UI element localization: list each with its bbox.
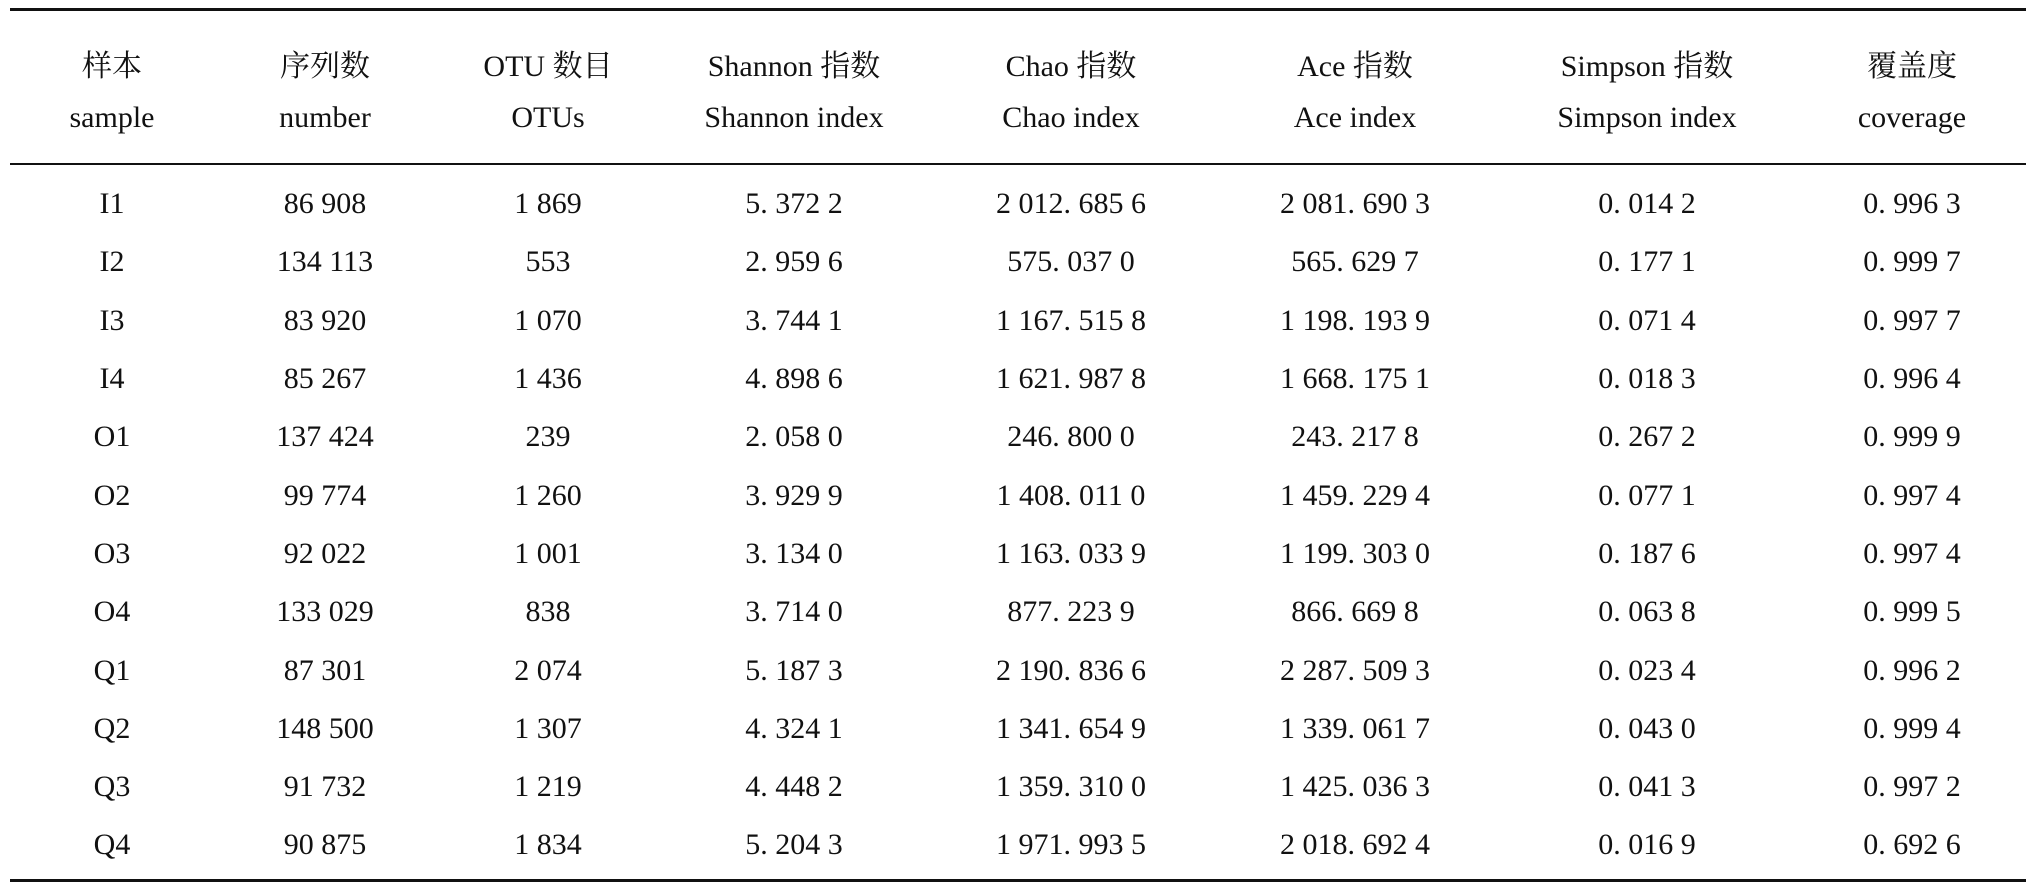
cell-number: 134 113 [276,245,374,279]
cell-number: 99 774 [283,478,367,512]
header-simpson-zh: Simpson 指数 [1496,10,1798,102]
table-row [10,583,2026,641]
cell-ace: 1 668. 175 1 [1280,362,1430,396]
cell-otus: 1 001 [514,536,582,570]
table-row [10,700,2026,758]
cell-chao: 1 408. 011 0 [996,478,1146,512]
cell-shannon: 3. 929 9 [745,478,843,512]
cell-ace: 1 425. 036 3 [1280,770,1430,804]
header-chao-zh: Chao 指数 [928,10,1214,102]
header-coverage-en: coverage [1798,101,2026,164]
cell-ace: 866. 669 8 [1291,595,1419,629]
table-row [10,525,2026,583]
cell-otus: 2 074 [514,653,582,687]
diversity-index-table [10,8,2026,882]
table-row [10,408,2026,466]
cell-simpson: 0. 041 3 [1598,770,1696,804]
cell-shannon: 2. 058 0 [745,420,843,454]
header-coverage-zh: 覆盖度 [1798,10,2026,102]
cell-sample: Q3 [93,770,131,804]
cell-number: 133 029 [276,595,374,629]
cell-coverage: 0. 997 4 [1863,478,1961,512]
cell-simpson: 0. 043 0 [1598,711,1696,745]
cell-otus: 1 307 [514,711,582,745]
cell-simpson: 0. 187 6 [1598,536,1696,570]
cell-coverage: 0. 997 2 [1863,770,1961,804]
cell-number: 92 022 [283,536,367,570]
cell-chao: 1 359. 310 0 [996,770,1146,804]
cell-chao: 2 190. 836 6 [996,653,1146,687]
cell-ace: 1 199. 303 0 [1280,536,1430,570]
table-row [10,164,2026,233]
cell-shannon: 3. 744 1 [745,303,843,337]
cell-shannon: 3. 134 0 [745,536,843,570]
cell-chao: 575. 037 0 [1007,245,1135,279]
data-table-container [10,8,2026,882]
cell-simpson: 0. 023 4 [1598,653,1696,687]
cell-sample: I1 [99,187,125,221]
cell-sample: I2 [99,245,125,279]
table-row [10,350,2026,408]
cell-number: 90 875 [214,816,436,880]
cell-ace: 243. 217 8 [1291,420,1419,454]
cell-sample: O2 [93,478,131,512]
cell-ace: 2 018. 692 4 [1214,816,1496,880]
header-otus-zh: OTU 数目 [436,10,660,102]
cell-ace: 2 287. 509 3 [1280,653,1430,687]
cell-otus: 1 260 [514,478,582,512]
cell-shannon: 2. 959 6 [745,245,843,279]
header-row-english [10,101,2026,164]
table-row [10,816,2026,880]
cell-shannon: 5. 372 2 [745,187,843,221]
cell-chao: 246. 800 0 [1007,420,1135,454]
header-ace-zh: Ace 指数 [1214,10,1496,102]
cell-coverage: 0. 999 7 [1863,245,1961,279]
cell-simpson: 0. 018 3 [1598,362,1696,396]
cell-coverage: 0. 997 7 [1863,303,1961,337]
cell-shannon: 5. 187 3 [745,653,843,687]
table-row [10,292,2026,350]
cell-sample: O1 [93,420,131,454]
table-row [10,758,2026,816]
cell-coverage: 0. 996 4 [1863,362,1961,396]
cell-number: 91 732 [283,770,367,804]
cell-coverage: 0. 996 3 [1863,187,1961,221]
cell-chao: 1 621. 987 8 [996,362,1146,396]
cell-simpson: 0. 063 8 [1598,595,1696,629]
header-chao-en: Chao index [928,101,1214,164]
header-number-zh: 序列数 [214,10,436,102]
cell-simpson: 0. 077 1 [1598,478,1696,512]
cell-number: 137 424 [276,420,374,454]
cell-ace: 1 198. 193 9 [1280,303,1430,337]
cell-ace: 1 459. 229 4 [1280,478,1430,512]
cell-number: 85 267 [283,362,367,396]
cell-otus: 1 070 [514,303,582,337]
cell-otus: 1 869 [514,187,582,221]
cell-otus: 1 219 [514,770,582,804]
table-header [10,10,2026,165]
cell-sample: O4 [93,595,131,629]
cell-chao: 2 012. 685 6 [996,187,1146,221]
cell-sample: Q1 [93,653,131,687]
cell-shannon: 4. 898 6 [745,362,843,396]
cell-shannon: 5. 204 3 [660,816,928,880]
cell-coverage: 0. 999 4 [1863,711,1961,745]
header-number-en: number [214,101,436,164]
cell-ace: 1 339. 061 7 [1280,711,1430,745]
cell-chao: 877. 223 9 [1007,595,1135,629]
cell-chao: 1 167. 515 8 [996,303,1146,337]
cell-otus: 239 [525,420,571,454]
cell-simpson: 0. 016 9 [1496,816,1798,880]
cell-ace: 565. 629 7 [1291,245,1419,279]
cell-sample: Q2 [93,711,131,745]
cell-sample: Q4 [10,816,214,880]
cell-chao: 1 341. 654 9 [996,711,1146,745]
cell-otus: 1 436 [514,362,582,396]
cell-coverage: 0. 997 4 [1863,536,1961,570]
header-row-chinese [10,10,2026,102]
cell-coverage: 0. 692 6 [1798,816,2026,880]
cell-sample: O3 [93,536,131,570]
cell-number: 148 500 [276,711,374,745]
cell-simpson: 0. 014 2 [1598,187,1696,221]
cell-otus: 1 834 [436,816,660,880]
table-body [10,164,2026,880]
header-shannon-zh: Shannon 指数 [660,10,928,102]
cell-shannon: 4. 324 1 [745,711,843,745]
cell-otus: 553 [525,245,571,279]
cell-chao: 1 971. 993 5 [928,816,1214,880]
cell-sample: I3 [99,303,125,337]
cell-shannon: 3. 714 0 [745,595,843,629]
cell-number: 86 908 [283,187,367,221]
cell-coverage: 0. 999 9 [1863,420,1961,454]
table-row [10,233,2026,291]
header-simpson-en: Simpson index [1496,101,1798,164]
cell-simpson: 0. 267 2 [1598,420,1696,454]
header-shannon-en: Shannon index [660,101,928,164]
cell-simpson: 0. 071 4 [1598,303,1696,337]
header-sample-zh: 样本 [10,10,214,102]
cell-coverage: 0. 999 5 [1863,595,1961,629]
cell-otus: 838 [525,595,571,629]
cell-number: 83 920 [283,303,367,337]
table-row [10,641,2026,699]
cell-ace: 2 081. 690 3 [1280,187,1430,221]
cell-coverage: 0. 996 2 [1863,653,1961,687]
table-row [10,466,2026,524]
header-otus-en: OTUs [436,101,660,164]
cell-number: 87 301 [283,653,367,687]
cell-simpson: 0. 177 1 [1598,245,1696,279]
cell-chao: 1 163. 033 9 [996,536,1146,570]
header-sample-en: sample [10,101,214,164]
cell-shannon: 4. 448 2 [745,770,843,804]
cell-sample: I4 [99,362,125,396]
header-ace-en: Ace index [1214,101,1496,164]
